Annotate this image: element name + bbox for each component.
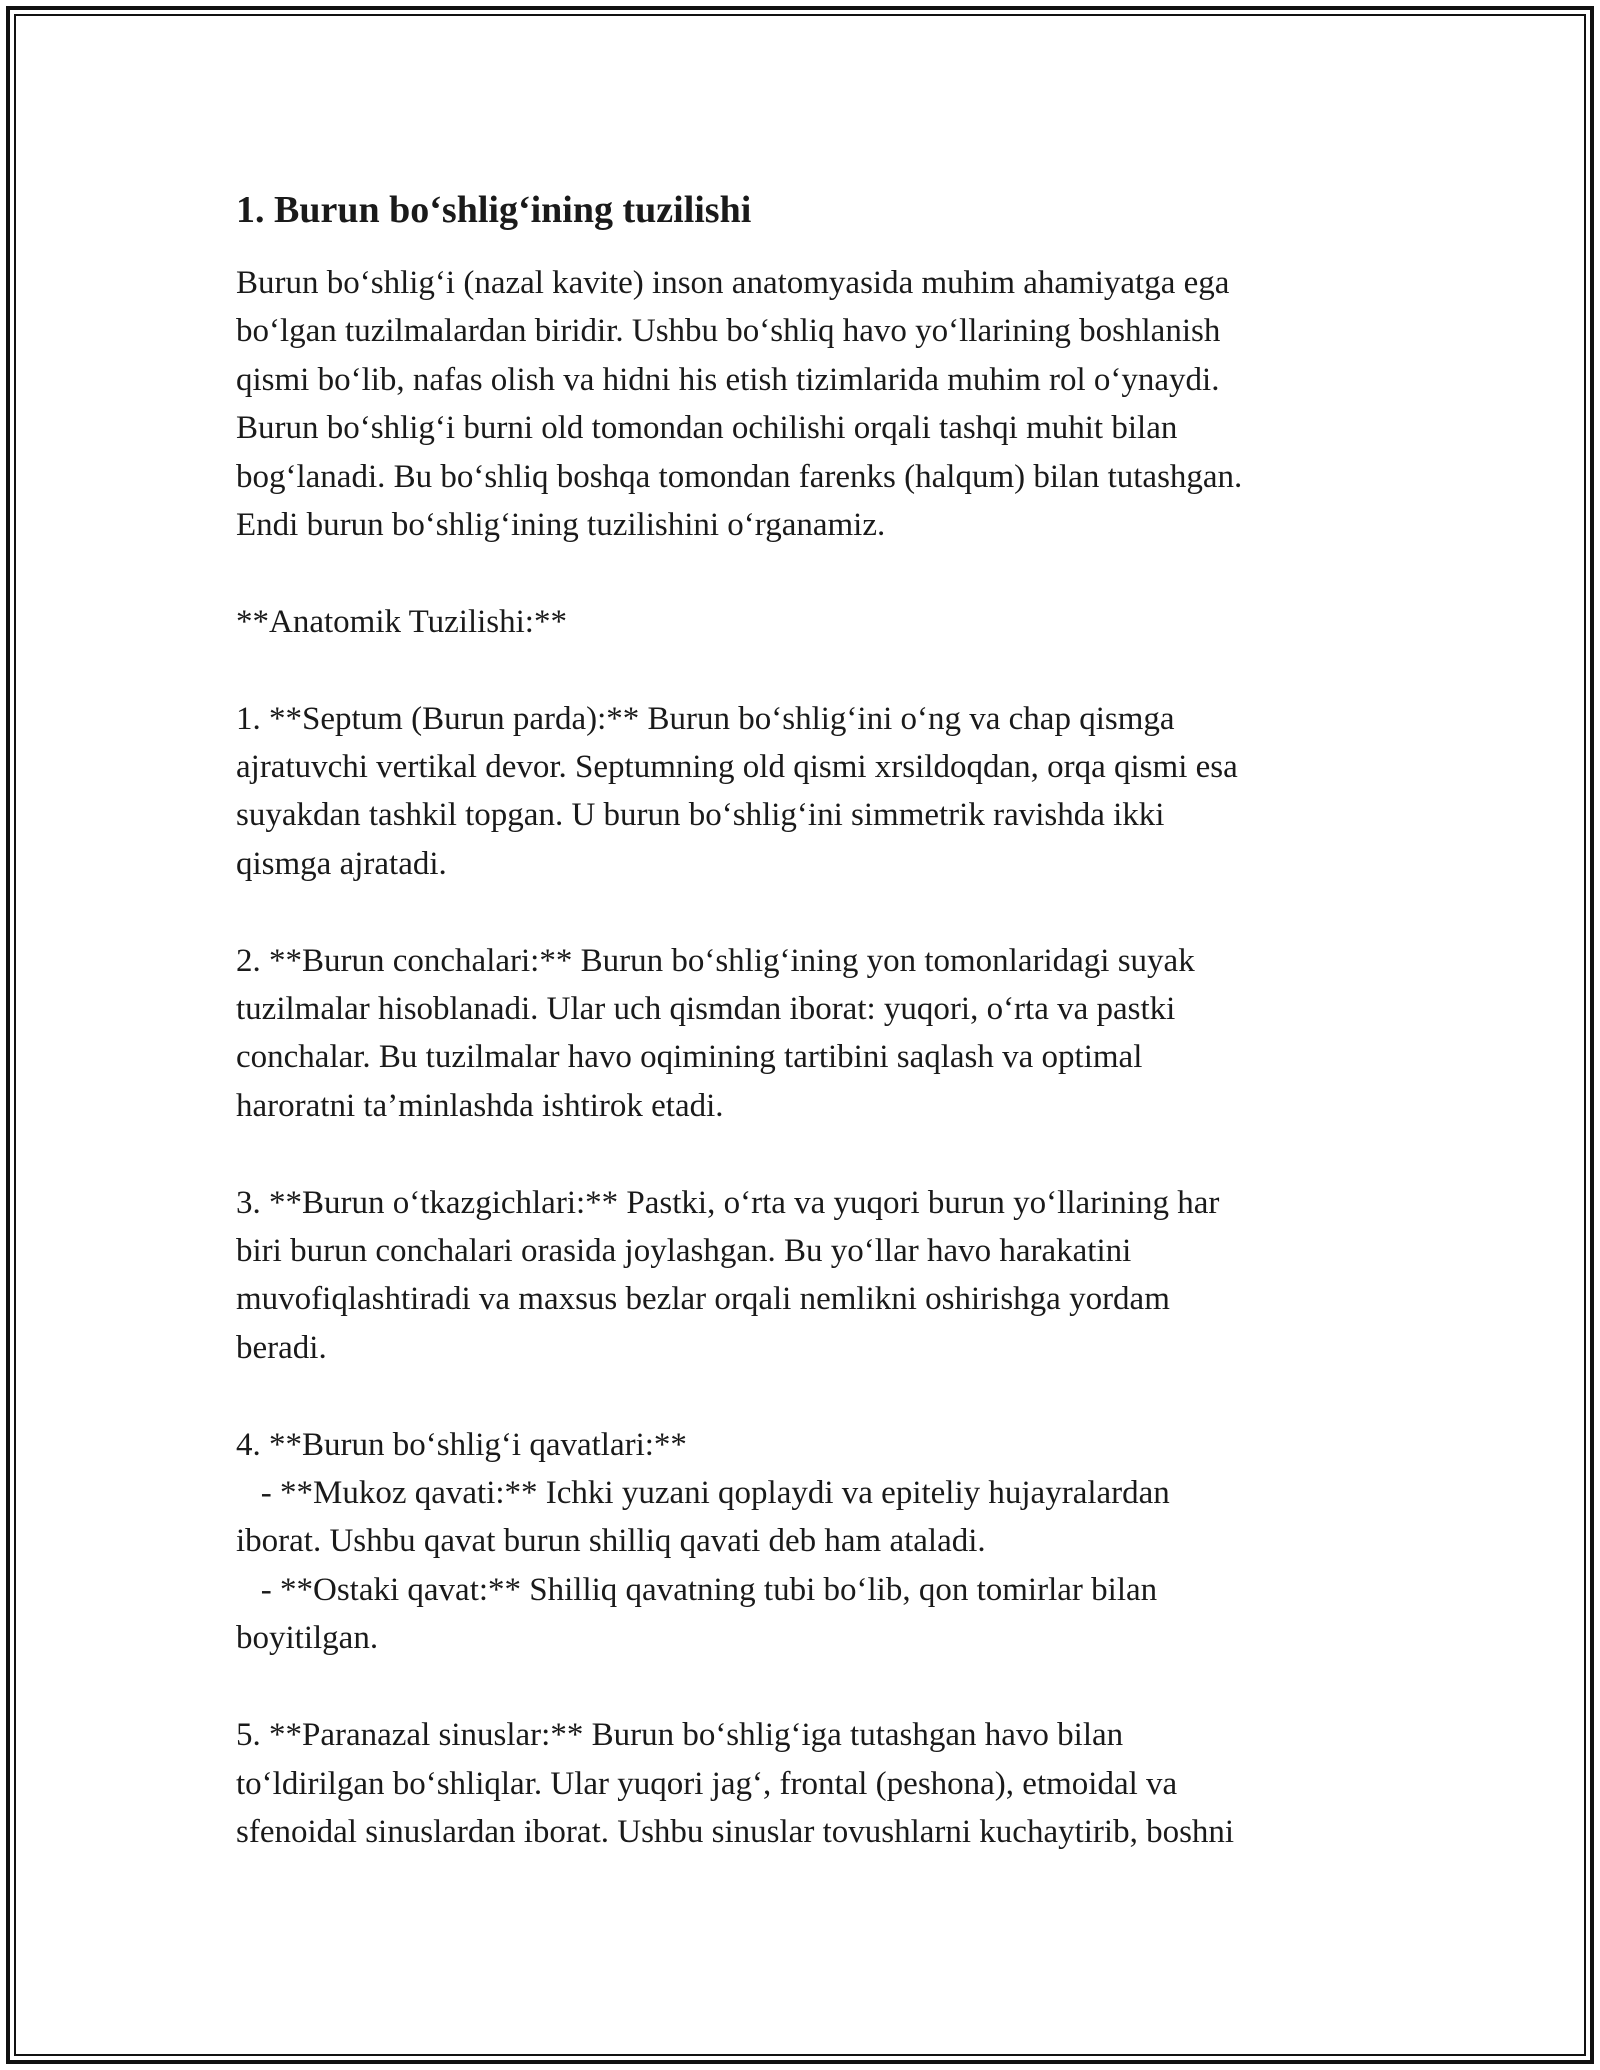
intro-paragraph — [236, 259, 1366, 549]
section-heading: **Anatomik Tuzilishi:** — [236, 603, 567, 640]
intro-line: bog‘lanadi. Bu bo‘shliq boshqa tomondan farenks (halqum) bilan tutashgan. — [236, 458, 1243, 495]
list-item-line: tuzilmalar hisoblanadi. Ular uch qismdan iborat: yuqori, o‘rta va pastki — [236, 991, 1176, 1028]
list-item-line: haroratni ta’minlashda ishtirok etadi. — [236, 1087, 724, 1124]
intro-line: qismi bo‘lib, nafas olish va hidni his etish tizimlarida muhim rol o‘ynaydi. — [236, 361, 1220, 398]
list-item-line: 2. **Burun conchalari:** Burun bo‘shlig‘ining yon tomonlaridagi suyak — [236, 942, 1195, 979]
list-item-line: conchalar. Bu tuzilmalar havo oqimining tartibini saqlash va optimal — [236, 1039, 1143, 1076]
list-item-conchalar — [236, 937, 1366, 1131]
intro-line: Burun bo‘shlig‘i burni old tomondan ochilishi orqali tashqi muhit bilan — [236, 410, 1178, 447]
list-item-sinuslar — [236, 1711, 1366, 1856]
list-item-line: sfenoidal sinuslardan iborat. Ushbu sinuslar tovushlarni kuchaytirib, boshni — [236, 1813, 1235, 1850]
list-item-line: biri burun conchalari orasida joylashgan. Bu yo‘llar havo harakatini — [236, 1233, 1132, 1270]
list-item-line: - **Mukoz qavati:** Ichki yuzani qoplaydi va epiteliy hujayralardan — [236, 1475, 1170, 1512]
list-item-line: 3. **Burun o‘tkazgichlari:** Pastki, o‘rta va yuqori burun yo‘llarining har — [236, 1184, 1220, 1221]
list-item-line: suyakdan tashkil topgan. U burun bo‘shlig‘ini simmetrik ravishda ikki — [236, 797, 1165, 834]
list-item-line: 4. **Burun bo‘shlig‘i qavatlari:** — [236, 1426, 687, 1463]
list-item-otkazgichlar — [236, 1179, 1366, 1373]
list-item-line: - **Ostaki qavat:** Shilliq qavatning tubi bo‘lib, qon tomirlar bilan — [236, 1571, 1158, 1608]
list-item-qavatlar — [236, 1421, 1366, 1663]
section-heading-paragraph — [236, 598, 1366, 646]
list-item-line: beradi. — [236, 1329, 327, 1366]
list-item-line: iborat. Ushbu qavat burun shilliq qavati deb ham ataladi. — [236, 1523, 986, 1560]
document-body — [236, 186, 1366, 1905]
intro-line: Burun bo‘shlig‘i (nazal kavite) inson anatomyasida muhim ahamiyatga ega — [236, 265, 1230, 301]
list-item-line: boyitilgan. — [236, 1620, 379, 1657]
intro-line: bo‘lgan tuzilmalardan biridir. Ushbu bo‘shliq havo yo‘llarining boshlanish — [236, 313, 1221, 350]
list-item-line: 5. **Paranazal sinuslar:** Burun bo‘shlig‘iga tutashgan havo bilan — [236, 1717, 1124, 1754]
list-item-septum — [236, 695, 1366, 889]
list-item-line: muvofiqlashtiradi va maxsus bezlar orqali nemlikni oshirishga yordam — [236, 1281, 1170, 1318]
intro-line: Endi burun bo‘shlig‘ining tuzilishini o‘rganamiz. — [236, 507, 886, 544]
document-title: 1. Burun bo‘shlig‘ining tuzilishi — [236, 189, 752, 231]
list-item-line: 1. **Septum (Burun parda):** Burun bo‘shlig‘ini o‘ng va chap qismga — [236, 700, 1175, 737]
list-item-line: to‘ldirilgan bo‘shliqlar. Ular yuqori jag‘, frontal (peshona), etmoidal va — [236, 1765, 1178, 1802]
list-item-line: ajratuvchi vertikal devor. Septumning old qismi xrsildoqdan, orqa qismi esa — [236, 749, 1238, 786]
list-item-line: qismga ajratadi. — [236, 845, 447, 882]
